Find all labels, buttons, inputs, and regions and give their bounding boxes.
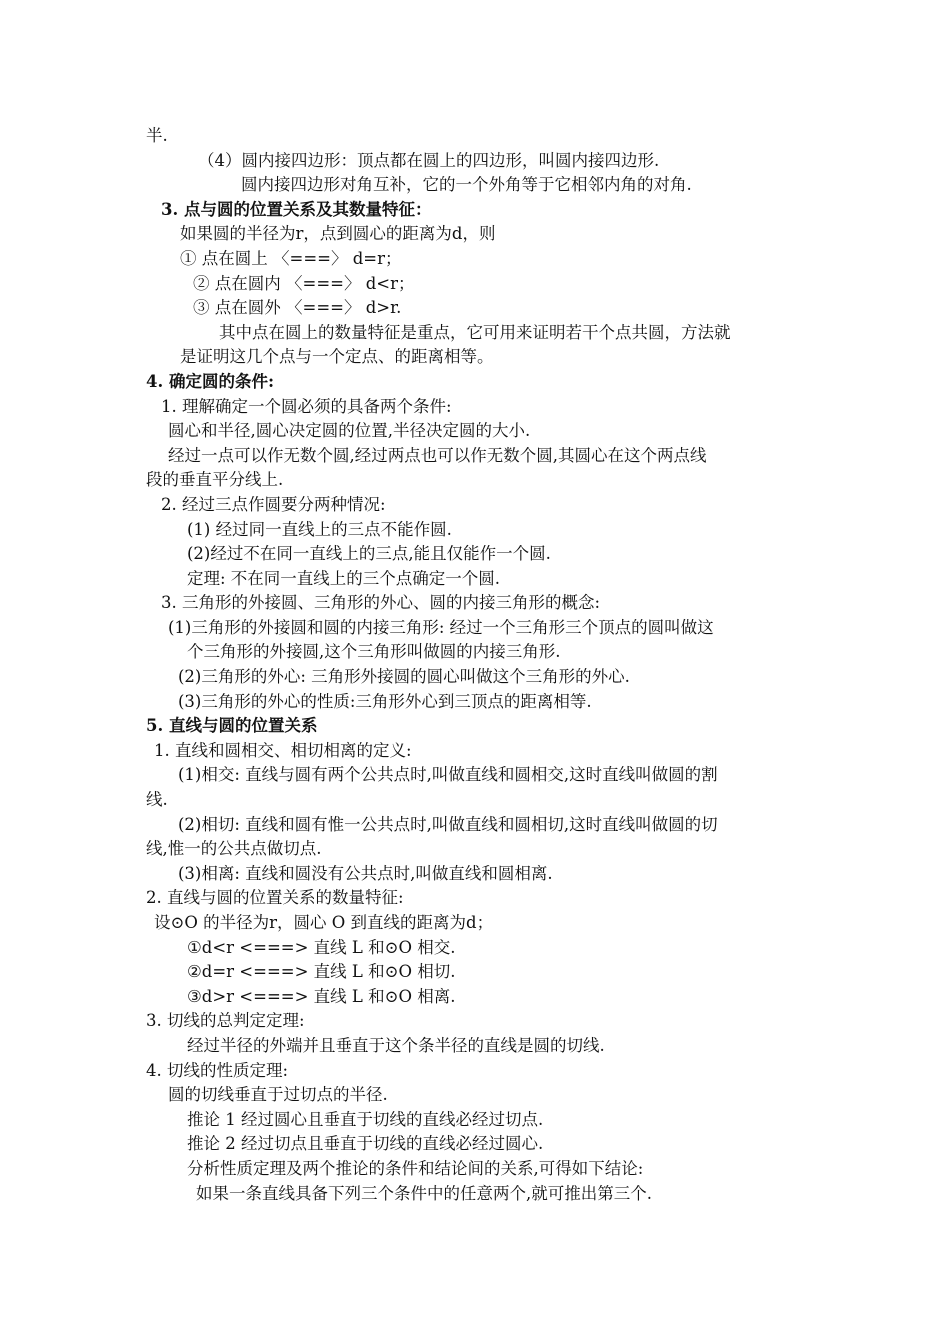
text-line: 线. <box>146 790 168 810</box>
text-line: 其中点在圆上的数量特征是重点，它可用来证明若干个点共圆，方法就 <box>219 322 731 342</box>
text-line: 圆心和半径,圆心决定圆的位置,半径决定圆的大小. <box>168 421 531 441</box>
text-line: (2)相切: 直线和圆有惟一公共点时,叫做直线和圆相切,这时直线叫做圆的切 <box>178 814 718 834</box>
text-line: 圆内接四边形对角互补，它的一个外角等于它相邻内角的对角. <box>241 175 692 195</box>
text-line: 推论 2 经过切点且垂直于切线的直线必经过圆心. <box>187 1134 544 1154</box>
text-line: 分析性质定理及两个推论的条件和结论间的关系,可得如下结论: <box>187 1158 644 1178</box>
text-line: 推论 1 经过圆心且垂直于切线的直线必经过切点. <box>187 1109 544 1129</box>
text-line: ③d>r <===> 直线 L 和⊙O 相离. <box>187 986 456 1006</box>
text-line: 个三角形的外接圆,这个三角形叫做圆的内接三角形. <box>187 642 561 662</box>
text-line: ②d=r <===> 直线 L 和⊙O 相切. <box>187 962 456 982</box>
section-heading: 3. 点与圆的位置关系及其数量特征： <box>161 199 432 219</box>
text-line: 4. 切线的性质定理: <box>146 1060 289 1080</box>
text-line: 是证明这几个点与一个定点、的距离相等。 <box>180 347 494 367</box>
text-line: 段的垂直平分线上. <box>146 470 284 490</box>
text-line: (2)三角形的外心: 三角形外接圆的圆心叫做这个三角形的外心. <box>178 667 630 687</box>
text-line: (1) 经过同一直线上的三点不能作圆. <box>187 519 452 539</box>
text-line: 半. <box>146 126 168 145</box>
text-line: 如果圆的半径为r，点到圆心的距离为d，则 <box>180 224 496 244</box>
section-heading: 4. 确定圆的条件: <box>146 371 275 391</box>
text-line: (3)相离: 直线和圆没有公共点时,叫做直线和圆相离. <box>178 863 553 883</box>
text-line: 1. 直线和圆相交、相切相离的定义: <box>154 740 412 760</box>
text-line: ①d<r <===> 直线 L 和⊙O 相交. <box>187 937 456 957</box>
text-line: 3. 三角形的外接圆、三角形的外心、圆的内接三角形的概念: <box>161 593 601 613</box>
text-line: 2. 经过三点作圆要分两种情况: <box>161 494 386 514</box>
text-line: 1. 理解确定一个圆必须的具备两个条件: <box>161 396 452 416</box>
text-line: (1)相交: 直线与圆有两个公共点时,叫做直线和圆相交,这时直线叫做圆的割 <box>178 765 718 785</box>
text-line: 经过一点可以作无数个圆,经过两点也可以作无数个圆,其圆心在这个两点线 <box>168 445 707 465</box>
text-line: 如果一条直线具备下列三个条件中的任意两个,就可推出第三个. <box>196 1183 652 1203</box>
text-line: (1)三角形的外接圆和圆的内接三角形: 经过一个三角形三个顶点的圆叫做这 <box>168 617 714 637</box>
text-line: 定理: 不在同一直线上的三个点确定一个圆. <box>187 568 501 588</box>
text-line: (3)三角形的外心的性质:三角形外心到三顶点的距离相等. <box>178 691 592 711</box>
text-line: 圆的切线垂直于过切点的半径. <box>168 1085 388 1105</box>
text-line: ③ 点在圆外 〈===〉 d>r. <box>193 298 402 318</box>
text-line: 3. 切线的总判定定理: <box>146 1011 305 1031</box>
text-line: ① 点在圆上 〈===〉 d=r； <box>180 248 402 268</box>
text-line: 经过半径的外端并且垂直于这个条半径的直线是圆的切线. <box>187 1035 605 1055</box>
text-line: 设⊙O 的半径为r，圆心 O 到直线的距离为d； <box>154 913 494 932</box>
document-body <box>0 124 950 1206</box>
text-line: 线,惟一的公共点做切点. <box>146 839 322 859</box>
text-line: （4）圆内接四边形：顶点都在圆上的四边形，叫圆内接四边形. <box>198 150 660 170</box>
text-line: 2. 直线与圆的位置关系的数量特征: <box>146 888 404 908</box>
text-line: ② 点在圆内 〈===〉 d<r； <box>193 273 415 293</box>
text-line: (2)经过不在同一直线上的三点,能且仅能作一个圆. <box>187 544 551 564</box>
section-heading: 5. 直线与圆的位置关系 <box>146 716 318 736</box>
